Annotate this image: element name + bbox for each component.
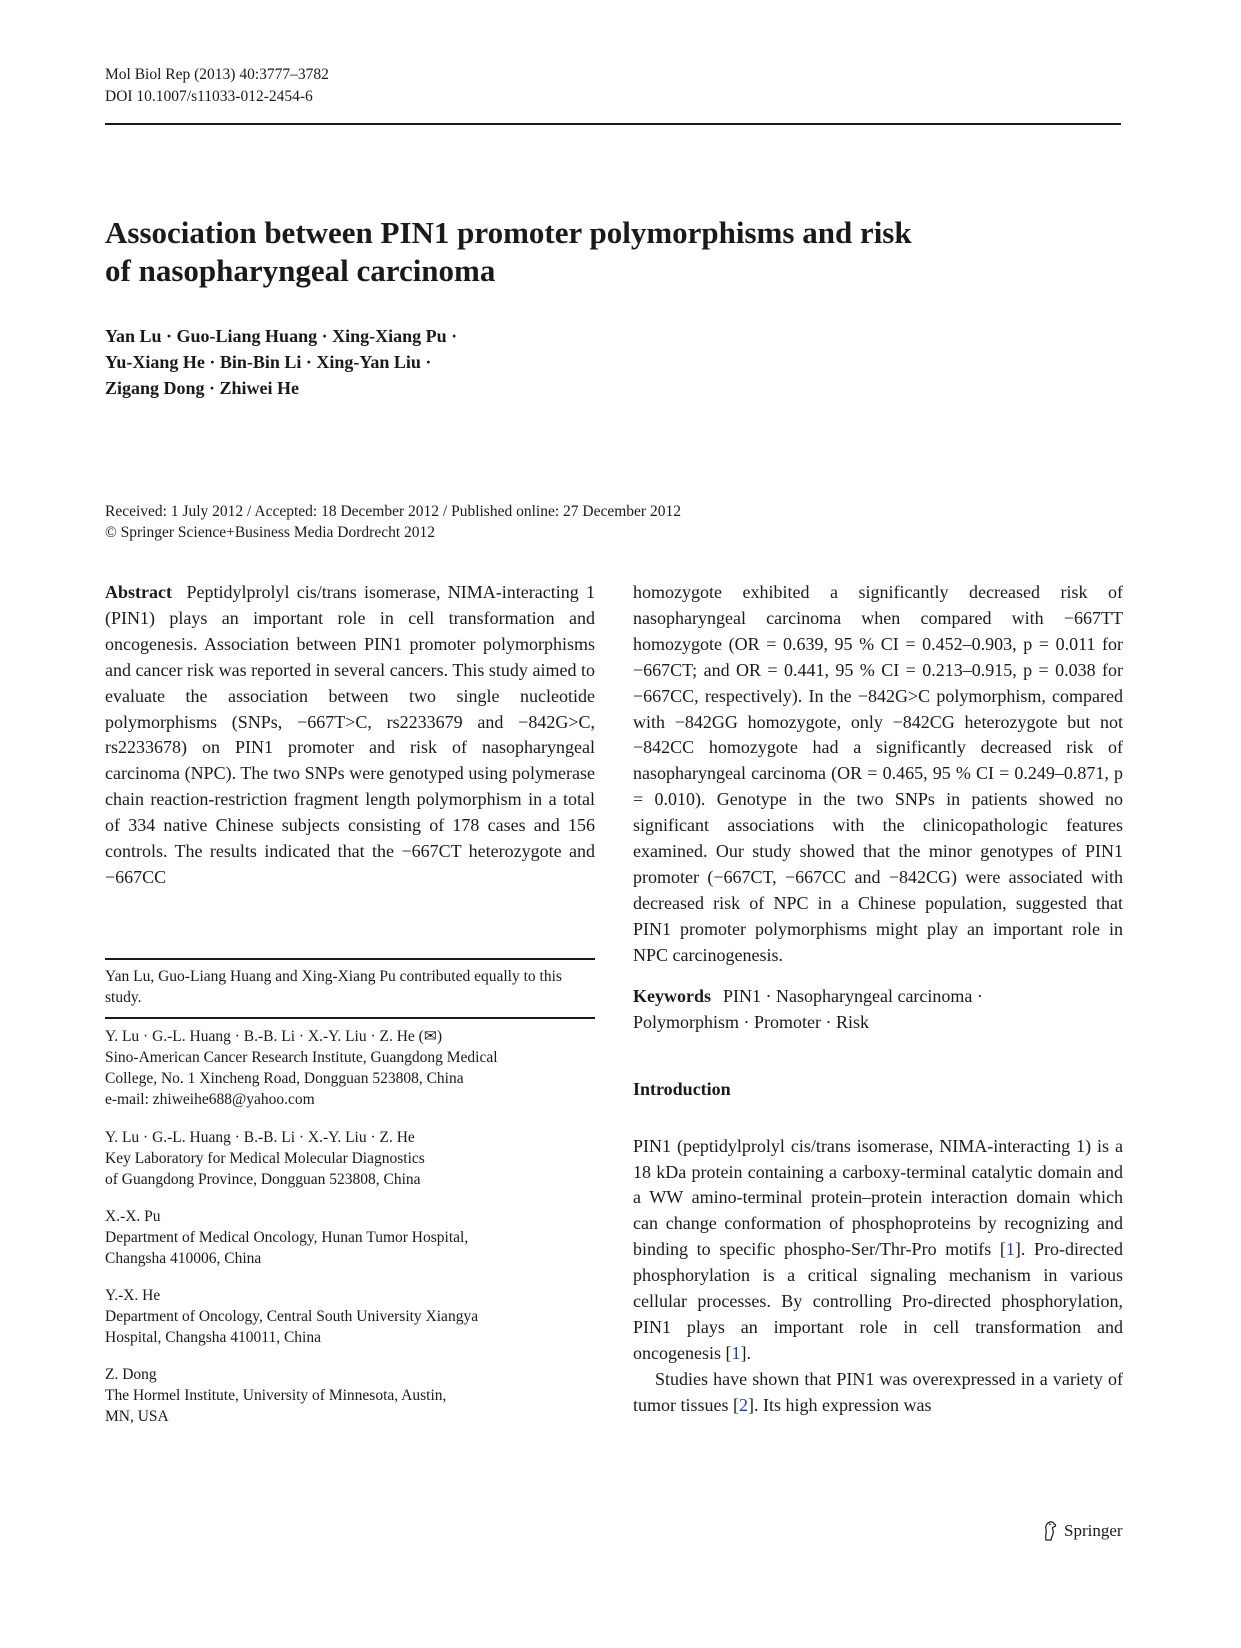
citation-link-1[interactable]: 1 [1005, 1239, 1015, 1260]
affiliation-4-names: Y.-X. He [105, 1287, 161, 1304]
author-line-3: Zigang Dong · Zhiwei He [105, 378, 300, 398]
article-title [105, 214, 1085, 290]
affiliation-2 [105, 1127, 595, 1190]
intro-paragraph-2 [633, 1367, 1123, 1419]
affiliation-5-names: Z. Dong [105, 1366, 157, 1383]
publisher-name: Springer [1064, 1521, 1123, 1540]
journal-citation: Mol Biol Rep (2013) 40:3777–3782 [105, 66, 329, 83]
abstract-text-left: Peptidylprolyl cis/trans isomerase, NIMA-interacting 1 (PIN1) plays an important role in cell transformation and oncogenesis. Association between PIN1 promoter polymorphisms and cancer risk was reported in several cancers. This study aimed to evaluate the association between two single nucleotide polymorphisms (SNPs, −667T>C, rs2233679 and −842G>C, rs2233678) on PIN1 promoter and risk of nasopharyngeal carcinoma (NPC). The two SNPs were genotyped using polymerase chain reaction-restriction fragment length polymorphism in a total of 334 native Chinese subjects consisting of 178 cases and 156 controls. The results indicated that the −667CT heterozygote and −667CC [105, 582, 595, 887]
equal-contribution-text: Yan Lu, Guo-Liang Huang and Xing-Xiang Pu contributed equally to this study. [105, 968, 562, 1006]
intro-p1-text-c: ]. [740, 1342, 751, 1363]
affiliation-4 [105, 1285, 595, 1348]
intro-p2-text-a: Studies have shown that PIN1 was overexpressed in a variety of tumor tissues [ [633, 1368, 1123, 1415]
keywords [633, 983, 1123, 1035]
intro-p1-text-a: PIN1 (peptidylprolyl cis/trans isomerase, NIMA-interacting 1) is a 18 kDa protein containing a carboxy-terminal catalytic domain and a WW amino-terminal protein–protein interaction domain which can change conformation of phosphoproteins by recognizing and binding to specific phospho-Ser/Thr-Pro motifs [ [633, 1135, 1123, 1260]
keywords-line-1: PIN1 · Nasopharyngeal carcinoma · [723, 985, 983, 1006]
affiliation-3-names: X.-X. Pu [105, 1208, 161, 1225]
keywords-line-2: Polymorphism · Promoter · Risk [633, 1011, 870, 1032]
header-rule [105, 123, 1121, 125]
abstract-right: homozygote exhibited a significantly decreased risk of nasopharyngeal carcinoma when compared with −667TT homozygote (OR = 0.639, 95 % CI = 0.452–0.903, p = 0.011 for −667CT; and OR = 0.441, 95 % CI = 0.213–0.915, p = 0.038 for −667CC, respectively). In the −842G>C polymorphism, compared with −842GG homozygote, only −842CG heterozygote but not −842CC homozygote had a significantly decreased risk of nasopharyngeal carcinoma (OR = 0.465, 95 % CI = 0.249–0.871, p = 0.010). Genotype in the two SNPs in patients showed no significant associations with the clinicopathologic features examined. Our study showed that the minor genotypes of PIN1 promoter (−667CT, −667CC and −842CG) were associated with decreased risk of NPC in a Chinese population, suggested that PIN1 promoter polymorphisms might play an important role in NPC carcinogenesis. [633, 582, 1123, 965]
citation-link-1b[interactable]: 1 [731, 1342, 741, 1363]
footnote-equal-contribution [105, 966, 595, 1008]
author-line-2: Yu-Xiang He · Bin-Bin Li · Xing-Yan Liu · [105, 352, 432, 372]
citation-link-2[interactable]: 2 [739, 1394, 748, 1415]
introduction-body [633, 1134, 1123, 1419]
intro-p2-text-b: ]. Its high expression was [748, 1394, 932, 1415]
affiliation-3 [105, 1206, 595, 1269]
affiliation-2-names: Y. Lu · G.-L. Huang · B.-B. Li · X.-Y. Liu · Z. He [105, 1129, 415, 1146]
affiliation-3-line-2: Changsha 410006, China [105, 1250, 262, 1267]
left-column [105, 580, 595, 891]
keywords-label: Keywords [633, 985, 711, 1006]
intro-p1-text-b: ]. Pro-directed phosphorylation is a critical signaling mechanism in various cellular processes. By controlling Pro-directed phosphorylation, PIN1 plays an important role in cell transformation and oncogenesis [ [633, 1239, 1123, 1363]
publisher-logo [1040, 1520, 1123, 1542]
affiliation-4-line-1: Department of Oncology, Central South University Xiangya [105, 1308, 479, 1325]
received-accepted-dates: Received: 1 July 2012 / Accepted: 18 December 2012 / Published online: 27 December 2012 [105, 503, 681, 520]
publication-dates [105, 501, 681, 543]
affiliation-1-line-1: Sino-American Cancer Research Institute, Guangdong Medical [105, 1049, 498, 1066]
footnote-rule-2 [105, 1017, 595, 1019]
footnote-rule-1 [105, 958, 595, 960]
affiliation-1-names: Y. Lu · G.-L. Huang · B.-B. Li · X.-Y. Liu · Z. He (✉) [105, 1028, 442, 1045]
affiliation-1-line-2: College, No. 1 Xincheng Road, Dongguan 523808, China [105, 1070, 464, 1087]
journal-header [105, 64, 329, 108]
title-line-1: Association between PIN1 promoter polymorphisms and risk [105, 215, 912, 250]
springer-horse-icon [1040, 1520, 1060, 1542]
title-line-2: of nasopharyngeal carcinoma [105, 253, 496, 288]
affiliation-2-line-1: Key Laboratory for Medical Molecular Diagnostics [105, 1150, 425, 1167]
copyright-notice: © Springer Science+Business Media Dordrecht 2012 [105, 524, 436, 541]
abstract-label: Abstract [105, 582, 172, 602]
affiliation-5 [105, 1364, 595, 1427]
author-line-1: Yan Lu · Guo-Liang Huang · Xing-Xiang Pu · [105, 326, 458, 346]
affiliation-5-line-1: The Hormel Institute, University of Minnesota, Austin, [105, 1387, 447, 1404]
affiliation-3-line-1: Department of Medical Oncology, Hunan Tumor Hospital, [105, 1229, 469, 1246]
affiliation-2-line-2: of Guangdong Province, Dongguan 523808, China [105, 1171, 421, 1188]
corresponding-email[interactable]: e-mail: zhiweihe688@yahoo.com [105, 1091, 315, 1108]
affiliation-1 [105, 1026, 595, 1110]
affiliation-5-line-2: MN, USA [105, 1408, 169, 1425]
author-list [105, 323, 457, 401]
intro-paragraph-1 [633, 1134, 1123, 1367]
introduction-heading: Introduction [633, 1078, 731, 1099]
abstract-left [105, 580, 595, 891]
right-column [633, 580, 1123, 1419]
doi: DOI 10.1007/s11033-012-2454-6 [105, 88, 313, 105]
affiliation-4-line-2: Hospital, Changsha 410011, China [105, 1329, 321, 1346]
